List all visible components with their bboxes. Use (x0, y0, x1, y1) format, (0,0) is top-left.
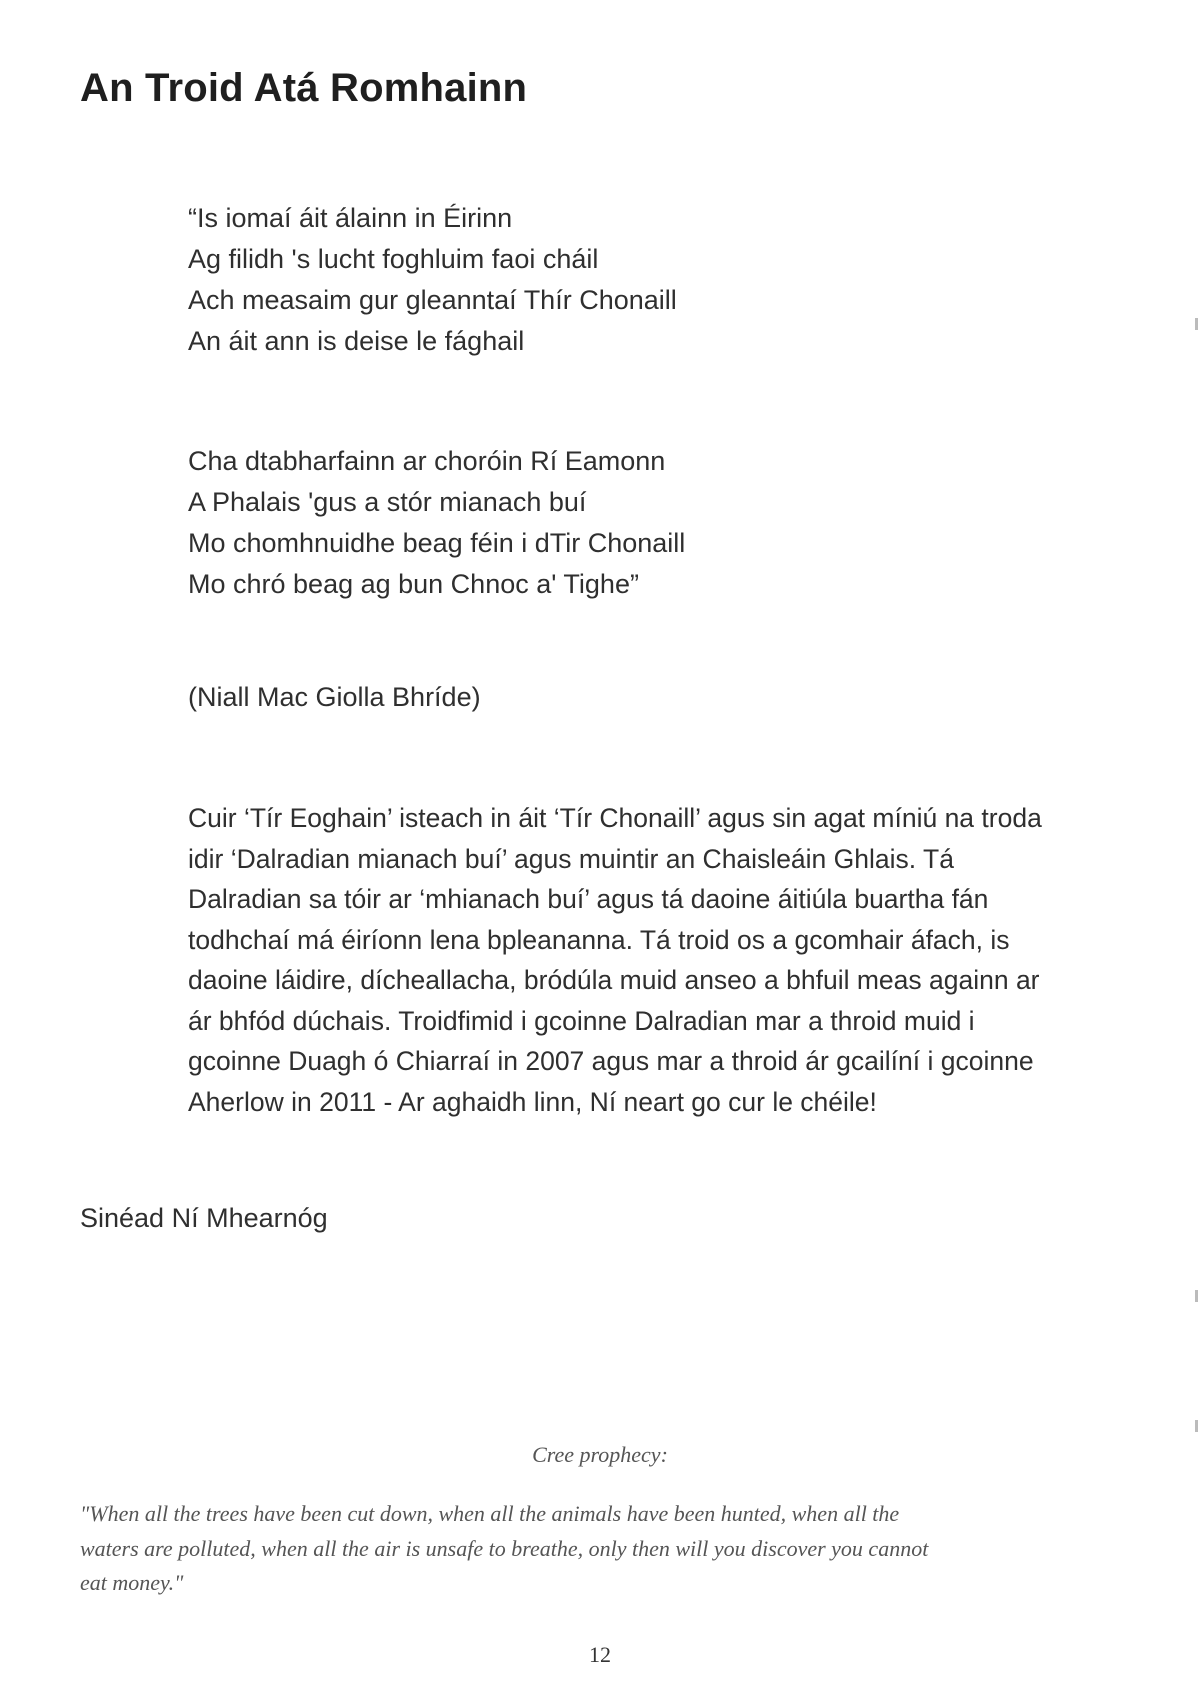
page-number: 12 (589, 1642, 611, 1667)
poem-line: Cha dtabharfainn ar choróin Rí Eamonn (188, 446, 666, 476)
poem-line: Ach measaim gur gleanntaí Thír Chonaill (188, 285, 677, 315)
poem-line: An áit ann is deise le fághail (188, 326, 525, 356)
poem-attribution: (Niall Mac Giolla Bhríde) (188, 682, 481, 712)
prophecy-line: "When all the trees have been cut down, when all the animals have been hunted, when all the (80, 1501, 900, 1526)
body-line: Dalradian sa tóir ar ‘mhianach buí’ agus tá daoine áitiúla buartha fán (188, 884, 989, 914)
body-line: Aherlow in 2011 - Ar aghaidh linn, Ní neart go cur le chéile! (188, 1086, 877, 1117)
body-line: todhchaí má éiríonn lena bpleananna. Tá troid os a gcomhair áfach, is (188, 924, 1010, 955)
poem-stanza-2 (188, 441, 685, 605)
poem-line: Mo chomhnuidhe beag féin i dTir Chonaill (188, 528, 686, 558)
body-line: daoine láidire, dícheallacha, bródúla muid anseo a bhfuil meas againn ar (188, 965, 1040, 995)
poem-line: “Is iomaí áit álainn in Éirinn (188, 203, 513, 233)
body-line: Cuir ‘Tír Eoghain’ isteach in áit ‘Tír Chonaill’ agus sin agat míniú na troda (188, 803, 1042, 833)
prophecy-quote (80, 1497, 1140, 1601)
body-line: idir ‘Dalradian mianach buí’ agus muintir an Chaisleáin Ghlais. Tá (188, 843, 954, 874)
page-title: An Troid Atá Romhainn (80, 66, 528, 110)
author-name: Sinéad Ní Mhearnóg (80, 1203, 328, 1233)
page-edge-mark (1195, 318, 1198, 330)
page-edge-mark (1195, 1290, 1198, 1302)
page-edge-mark (1195, 1420, 1198, 1432)
body-paragraph (188, 798, 1148, 1122)
prophecy-heading: Cree prophecy: (532, 1442, 668, 1467)
body-line: gcoinne Duagh ó Chiarraí in 2007 agus mar a throid ár gcailíní i gcoinne (188, 1046, 1034, 1076)
poem-line: A Phalais 'gus a stór mianach buí (188, 487, 587, 517)
body-line: ár bhfód dúchais. Troidfimid i gcoinne Dalradian mar a throid muid i (188, 1005, 975, 1036)
prophecy-line: waters are polluted, when all the air is unsafe to breathe, only then will you discover you cannot (80, 1535, 929, 1561)
poem-line: Mo chró beag ag bun Chnoc a' Tighe” (188, 569, 639, 599)
poem-line: Ag filidh 's lucht foghluim faoi cháil (188, 244, 599, 274)
poem-stanza-1 (188, 198, 677, 362)
prophecy-line: eat money." (80, 1570, 184, 1595)
